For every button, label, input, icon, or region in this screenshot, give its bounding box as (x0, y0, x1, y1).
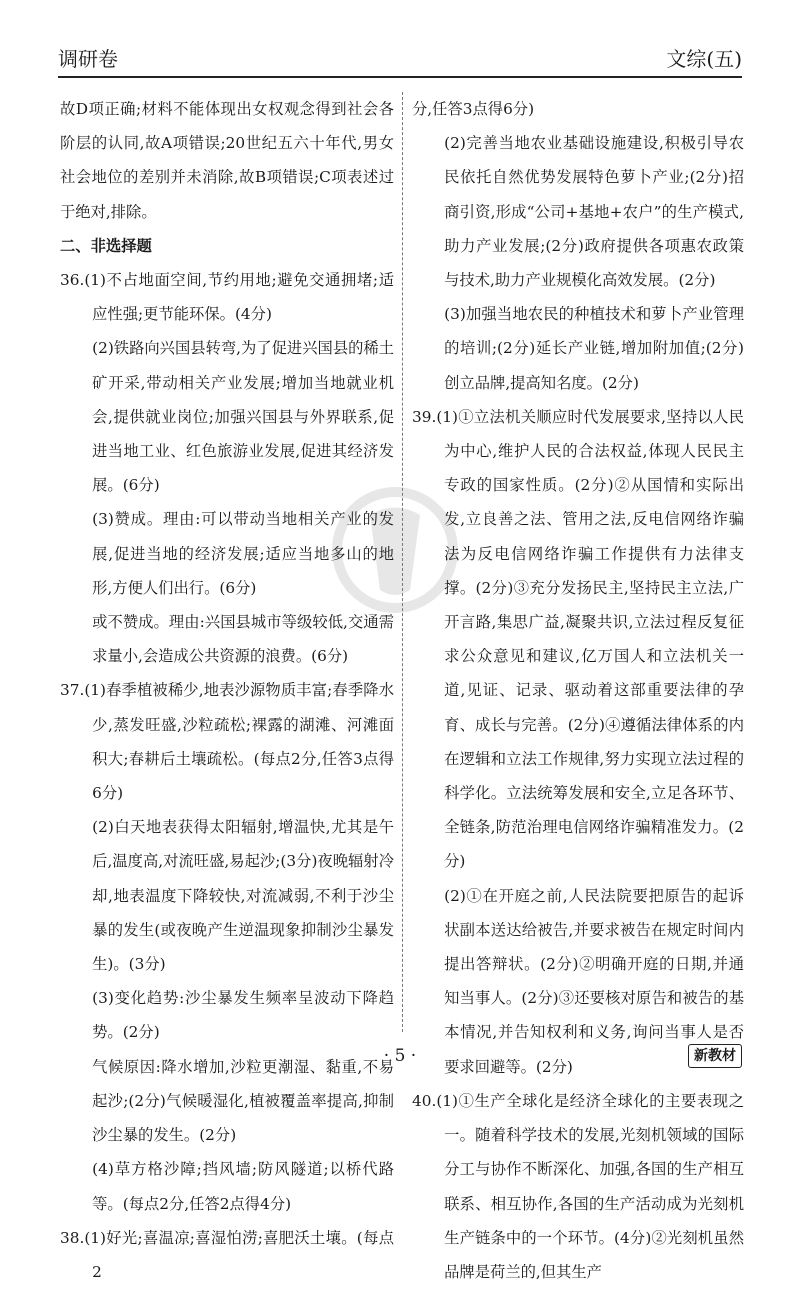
answer-paragraph: 气候原因:降水增加,沙粒更潮湿、黏重,不易起沙;(2分)气候暖湿化,植被覆盖率提高,抑制沙尘暴的发生。(2分) (92, 1057, 394, 1145)
answer-paragraph: (2)①在开庭之前,人民法院要把原告的起诉状副本送达给被告,并要求被告在规定时间内提出答辩状。(2分)②明确开庭的日期,并通知当事人。(2分)③还要核对原告和被告的基本情况,并告知权利和义务,询问当事人是否要求回避等。(2分) (444, 886, 744, 1076)
answer-paragraph: (4)草方格沙障;挡风墙;防风隧道;以桥代路等。(每点2分,任答2点得4分) (92, 1160, 394, 1213)
answer-paragraph: 37.(1)春季植被稀少,地表沙源物质丰富;春季降水少,蒸发旺盛,沙粒疏松;裸露的湖滩、河滩面积大;春耕后土壤疏松。(每点2分,任答3点得6分) (60, 681, 394, 803)
header-subject: 文综(五) (666, 47, 742, 71)
column-divider (402, 92, 403, 1032)
answer-paragraph: 分,任答3点得6分) (412, 100, 535, 118)
page-number: · 5 · (383, 1046, 417, 1066)
answer-paragraph: 39.(1)①立法机关顺应时代发展要求,坚持以人民为中心,维护人民的合法权益,体现人民民主专政的国家性质。(2分)②从国情和实际出发,立良善之法、管用之法,反电信网络诈骗法为反电信网络诈骗工作提供有力法律支撑。(2分)③充分发扬民主,坚持民主立法,广开言路,集思广益,凝聚共识,立法过程反复征求公众意见和建议,亿万国人和立法机关一道,见证、记录、驱动着这部重要法律的孕育、成长与完善。(2分)④遵循法律体系的内在逻辑和立法工作规律,努力实现立法过程的科学化。立法统筹发展和安全,立足各环节、全链条,防范治理电信网络诈骗精准发力。(2分) (412, 407, 744, 871)
answer-paragraph: 或不赞成。理由:兴国县城市等级较低,交通需求量小,会造成公共资源的浪费。(6分) (92, 613, 394, 666)
answer-paragraph: (3)赞成。理由:可以带动当地相关产业的发展,促进当地的经济发展;适应当地多山的地形,方便人们出行。(6分) (92, 510, 394, 597)
page-header (58, 44, 742, 78)
edition-badge: 新教材 (688, 1044, 742, 1068)
answer-paragraph: (2)完善当地农业基础设施建设,积极引导农民依托自然优势发展特色萝卜产业;(2分)招商引资,形成“公司+基地+农户”的生产模式,助力产业发展;(2分)政府提供各项惠农政策与技术,助力产业规模化高效发展。(2分) (444, 134, 744, 290)
answer-paragraph: 故D项正确;材料不能体现出女权观念得到社会各阶层的认同,故A项错误;20世纪五六十年代,男女社会地位的差别并未消除,故B项错误;C项表述过于绝对,排除。 (60, 100, 394, 221)
answer-paragraph: (3)变化趋势:沙尘暴发生频率呈波动下降趋势。(2分) (92, 989, 394, 1042)
section-heading: 二、非选择题 (60, 236, 152, 255)
answer-paragraph: (2)白天地表获得太阳辐射,增温快,尤其是午后,温度高,对流旺盛,易起沙;(3分)夜晚辐射冷却,地表温度下降较快,对流减弱,不利于沙尘暴的发生(或夜晚产生逆温现象抑制沙尘暴发生)。(3分) (92, 818, 394, 974)
left-column (60, 92, 395, 1281)
answer-paragraph: 40.(1)①生产全球化是经济全球化的主要表现之一。随着科学技术的发展,光刻机领域的国际分工与协作不断深化、加强,各国的生产相互联系、相互协作,各国的生产活动成为光刻机生产链条中的一个环节。(4分)②光刻机虽然品牌是荷兰的,但其生产 (412, 1091, 744, 1281)
answer-paragraph: (2)铁路向兴国县转弯,为了促进兴国县的稀土矿开采,带动相关产业发展;增加当地就业机会,提供就业岗位;加强兴国县与外界联系,促进当地工业、红色旅游业发展,促进其经济发展。(6分) (92, 339, 395, 495)
answer-paragraph: (3)加强当地农民的种植技术和萝卜产业管理的培训;(2分)延长产业链,增加附加值;(2分)创立品牌,提高知名度。(2分) (444, 305, 744, 392)
header-exam-type: 调研卷 (58, 47, 118, 71)
answer-paragraph: 36.(1)不占地面空间,节约用地;避免交通拥堵;适应性强;更节能环保。(4分) (60, 271, 394, 324)
answer-paragraph: 38.(1)好光;喜温凉;喜湿怕涝;喜肥沃土壤。(每点2 (60, 1228, 394, 1281)
